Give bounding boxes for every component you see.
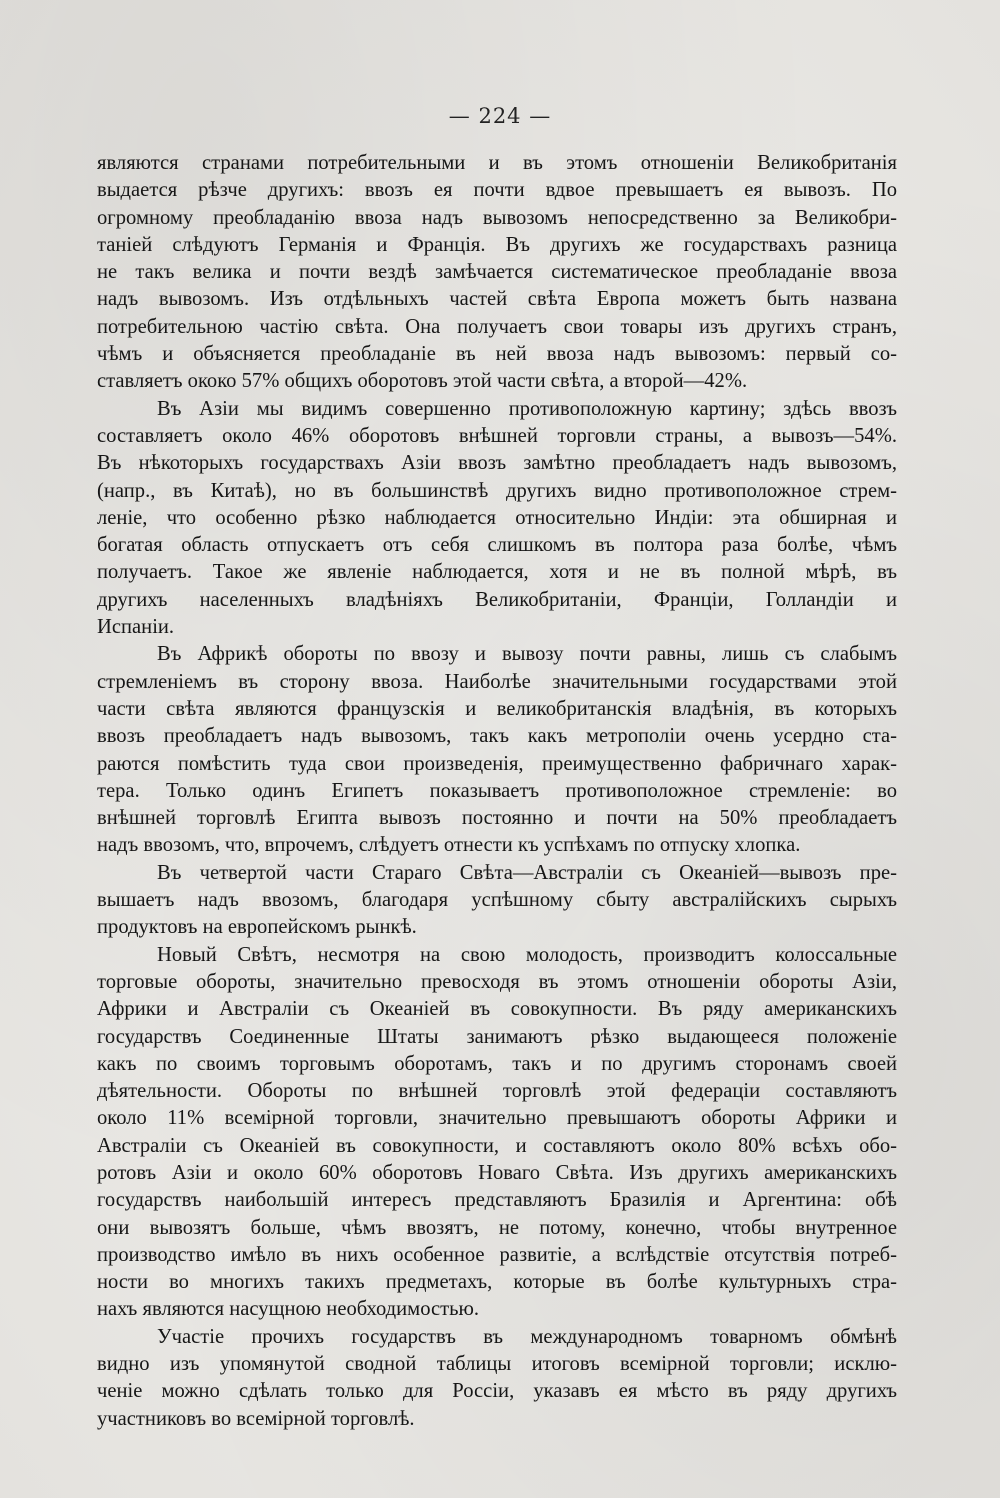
text-line: получаетъ. Такое же явленіе наблюдается, хотя и не въ полной мѣрѣ, въ	[97, 561, 897, 584]
text-line: части свѣта являются французскія и великобританскія владѣнія, въ которыхъ	[97, 697, 897, 720]
text-line: богатая область отпускаетъ отъ себя слишкомъ въ полтора раза болѣе, чѣмъ	[97, 534, 897, 557]
text-line: Въ четвертой части Стараго Свѣта—Австраліи съ Океаніей—вывозъ пре-	[157, 861, 897, 884]
text-line: вышаетъ надъ ввозомъ, благодаря успѣшному сбыту австралійскихъ сырыхъ	[97, 889, 897, 912]
text-line: другихъ населенныхъ владѣніяхъ Великобританіи, Франціи, Голландіи и	[97, 588, 897, 611]
text-line: Въ Африкѣ обороты по ввозу и вывозу почти равны, лишь съ слабымъ	[157, 643, 897, 666]
text-line: (напр., въ Китаѣ), но въ большинствѣ другихъ видно противоположное стрем-	[97, 479, 897, 502]
text-line: ченіе можно сдѣлать только для Россіи, указавъ ея мѣсто въ ряду другихъ	[97, 1380, 897, 1403]
text-line: не такъ велика и почти вездѣ замѣчается систематическое преобладаніе ввоза	[97, 261, 897, 284]
text-line: огромному преобладанію ввоза надъ вывозомъ непосредственно за Великобри-	[97, 206, 897, 229]
text-line: производство имѣло въ нихъ особенное развитіе, а вслѣдствіе отсутствія потреб-	[97, 1243, 897, 1266]
text-line: Испаніи.	[97, 616, 175, 639]
text-line: выдается рѣзче другихъ: ввозъ ея почти вдвое превышаетъ ея вывозъ. По	[97, 179, 897, 202]
text-line: Въ Азіи мы видимъ совершенно противоположную картину; здѣсь ввозъ	[157, 397, 897, 420]
paragraph	[97, 1324, 897, 1433]
text-line: какъ по своимъ торговымъ оборотамъ, такъ и по другимъ сторонамъ своей	[97, 1052, 897, 1075]
text-line: ности во многихъ такихъ предметахъ, которые въ болѣе культурныхъ стра-	[97, 1271, 897, 1294]
page-number: — 224 —	[448, 104, 552, 128]
text-line: государствъ Соединенные Штаты занимаютъ рѣзко выдающееся положеніе	[97, 1025, 897, 1048]
paragraph	[97, 942, 897, 1324]
text-line: леніе, что особенно рѣзко наблюдается относительно Индіи: эта обширная и	[97, 506, 897, 529]
text-line: около 11% всемірной торговли, значительно превышаютъ обороты Африки и	[97, 1107, 897, 1130]
paragraph	[97, 860, 897, 942]
text-line: нахъ являются насущною необходимостью.	[97, 1298, 480, 1321]
text-line: торговые обороты, значительно превосходя въ этомъ отношеніи обороты Азіи,	[97, 970, 897, 993]
text-line: потребительною частію свѣта. Она получаетъ свои товары изъ другихъ странъ,	[97, 315, 897, 338]
text-line: составляетъ около 46% оборотовъ внѣшней торговли страны, а вывозъ—54%.	[97, 424, 897, 447]
paragraph	[97, 396, 897, 642]
paragraph	[97, 641, 897, 859]
text-line: стремленіемъ въ сторону ввоза. Наиболѣе значительными государствами этой	[97, 670, 897, 693]
text-line: они вывозятъ больше, чѣмъ ввозятъ, не потому, конечно, чтобы внутренное	[97, 1216, 897, 1239]
text-line: ставляетъ ококо 57% общихъ оборотовъ этой части свѣта, а второй—42%.	[97, 370, 748, 393]
text-line: являются странами потребительными и въ этомъ отношеніи Великобританія	[97, 152, 897, 174]
text-line: Африки и Австраліи съ Океаніей въ совокупности. Въ ряду американскихъ	[97, 998, 897, 1021]
text-line: Участіе прочихъ государствъ въ международномъ товарномъ обмѣнѣ	[157, 1325, 897, 1348]
text-line: ввозъ преобладаетъ надъ вывозомъ, такъ какъ метрополіи очень усердно ста-	[97, 725, 897, 748]
text-line: тера. Только одинъ Египетъ показываетъ противоположное стремленіе: во	[97, 779, 897, 802]
text-line: Австраліи съ Океаніей въ совокупности, и составляютъ около 80% всѣхъ обо-	[97, 1134, 897, 1157]
body-text	[97, 150, 897, 1433]
text-line: Въ нѣкоторыхъ государствахъ Азіи ввозъ замѣтно преобладаетъ надъ вывозомъ,	[97, 452, 897, 475]
text-line: чѣмъ и объясняется преобладаніе въ ней ввоза надъ вывозомъ: первый со-	[97, 343, 897, 366]
paragraph	[97, 150, 897, 396]
text-line: надъ ввозомъ, что, впрочемъ, слѣдуетъ отнести къ успѣхамъ по отпуску хлопка.	[97, 834, 801, 857]
text-line: Новый Свѣтъ, несмотря на свою молодость, производитъ колоссальные	[157, 943, 897, 966]
text-line: участниковъ во всемірной торговлѣ.	[97, 1407, 415, 1430]
text-line: надъ вывозомъ. Изъ отдѣльныхъ частей свѣта Европа можетъ быть названа	[97, 288, 897, 311]
text-line: раются помѣстить туда свои произведенія, преимущественно фабричнаго харак-	[97, 752, 897, 775]
text-line: дѣятельности. Обороты по внѣшней торговлѣ этой федераціи составляютъ	[97, 1080, 897, 1103]
text-line: продуктовъ на европейскомъ рынкѣ.	[97, 916, 417, 939]
text-line: видно изъ упомянутой сводной таблицы итоговъ всемірной торговли; исклю-	[97, 1353, 897, 1376]
text-line: внѣшней торговлѣ Египта вывозъ постоянно и почти на 50% преобладаетъ	[97, 807, 897, 830]
text-line: государствъ наибольшій интересъ представляютъ Бразилія и Аргентина: обѣ	[97, 1189, 897, 1212]
text-line: таніей слѣдуютъ Германія и Франція. Въ другихъ же государствахъ разница	[97, 233, 897, 256]
text-line: ротовъ Азіи и около 60% оборотовъ Новаго Свѣта. Изъ другихъ американскихъ	[97, 1161, 897, 1184]
